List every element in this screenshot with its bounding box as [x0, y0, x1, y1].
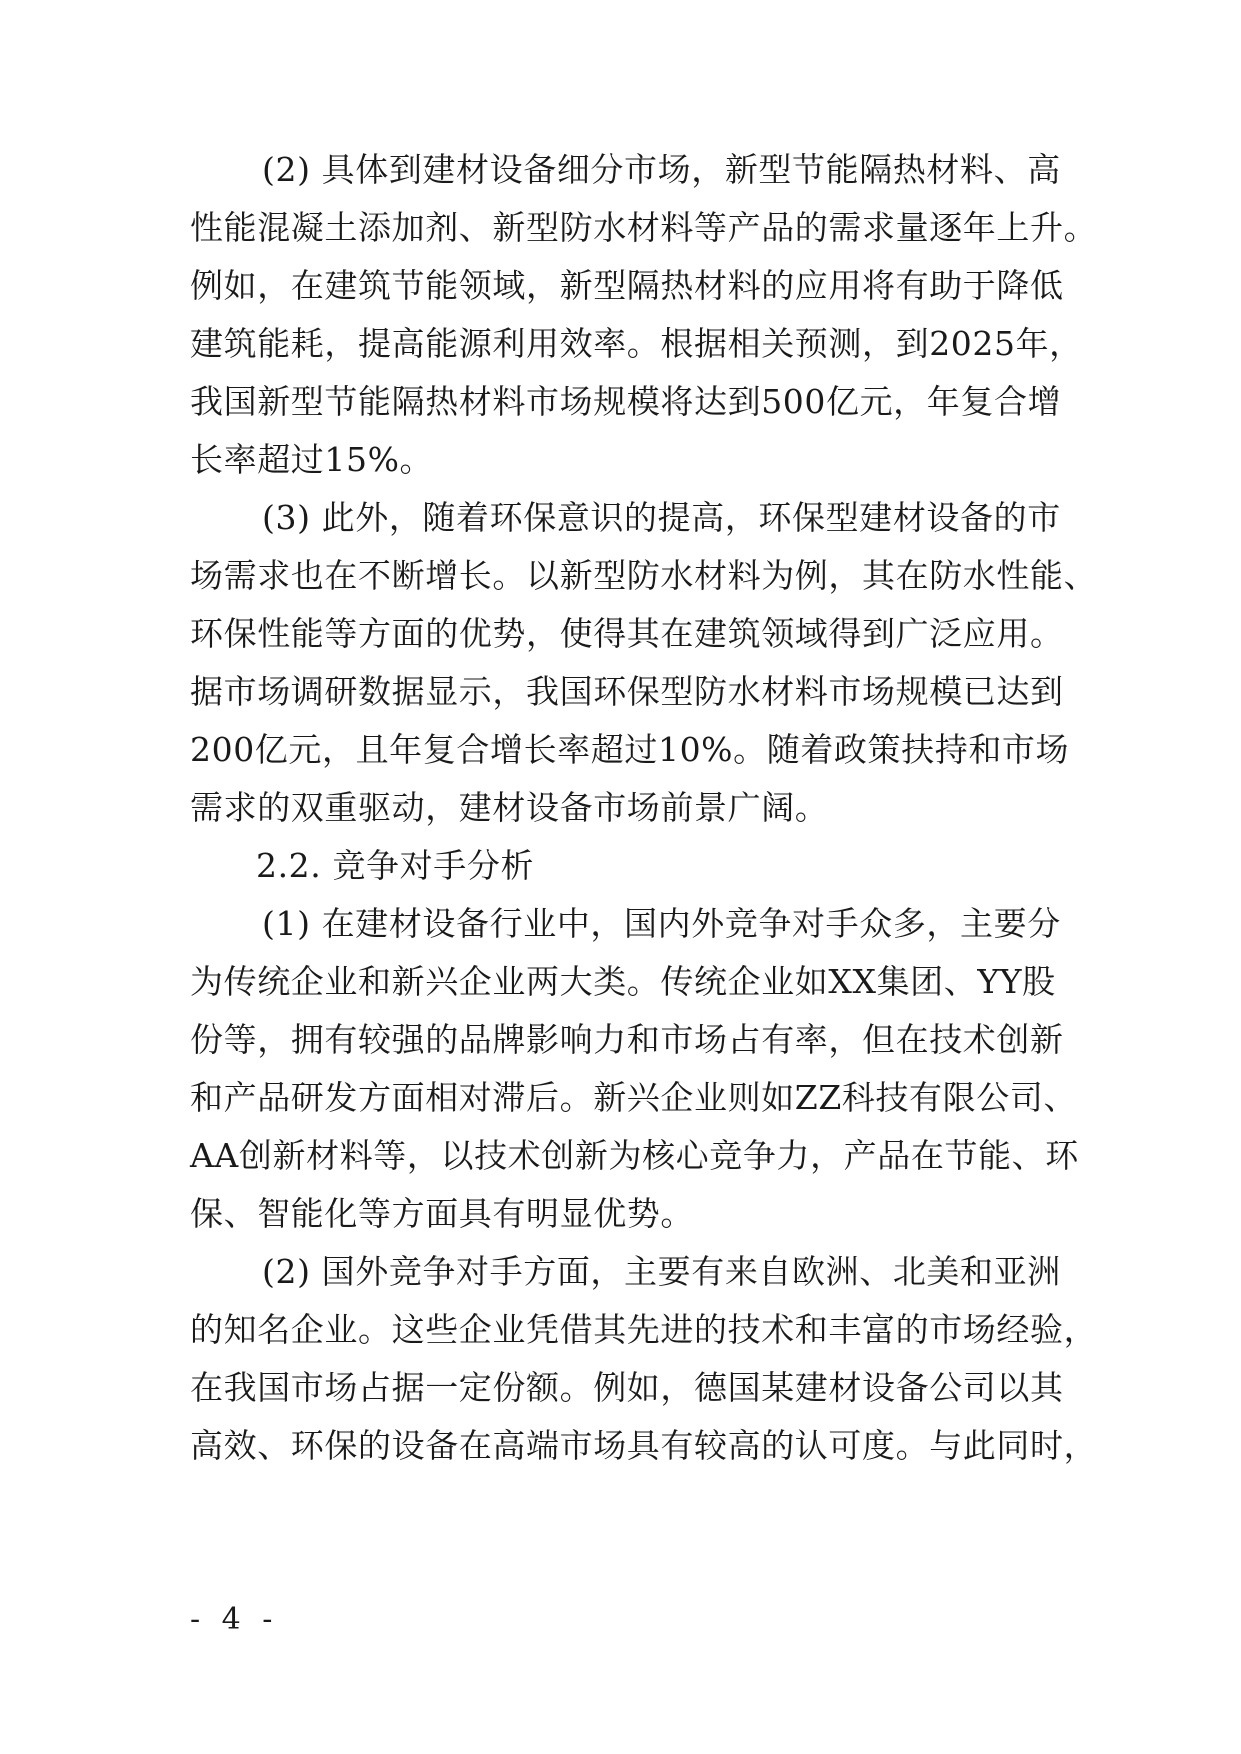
competitor-paragraph-2-line-1: (2) 国外竞争对手方面，主要有来自欧洲、北美和亚洲 [262, 1252, 1061, 1291]
paragraph-2-line-5: 我国新型节能隔热材料市场规模将达到500亿元，年复合增 [190, 382, 1062, 421]
competitor-paragraph-1-line-1: (1) 在建材设备行业中，国内外竞争对手众多，主要分 [262, 904, 1061, 943]
competitor-paragraph-1-line-4: 和产品研发方面相对滞后。新兴企业则如ZZ科技有限公司、 [190, 1078, 1078, 1117]
paragraph-2-line-3: 例如，在建筑节能领域，新型隔热材料的应用将有助于降低 [190, 266, 1064, 305]
competitor-paragraph-2-line-4: 高效、环保的设备在高端市场具有较高的认可度。与此同时， [190, 1426, 1098, 1465]
section-heading: 2.2. 竞争对手分析 [256, 846, 535, 885]
paragraph-2-line-2: 性能混凝土添加剂、新型防水材料等产品的需求量逐年上升。 [190, 208, 1098, 247]
competitor-paragraph-1-line-3: 份等，拥有较强的品牌影响力和市场占有率，但在技术创新 [190, 1020, 1064, 1059]
paragraph-2-line-4: 建筑能耗，提高能源利用效率。根据相关预测，到2025年， [190, 324, 1083, 363]
paragraph-3-line-2: 场需求也在不断增长。以新型防水材料为例，其在防水性能、 [190, 556, 1098, 595]
competitor-paragraph-2-line-2: 的知名企业。这些企业凭借其先进的技术和丰富的市场经验， [190, 1310, 1098, 1349]
paragraph-2-line-1: (2) 具体到建材设备细分市场，新型节能隔热材料、高 [262, 150, 1061, 189]
paragraph-3-line-1: (3) 此外，随着环保意识的提高，环保型建材设备的市 [262, 498, 1061, 537]
paragraph-3-line-3: 环保性能等方面的优势，使得其在建筑领域得到广泛应用。 [190, 614, 1064, 653]
competitor-paragraph-1-line-2: 为传统企业和新兴企业两大类。传统企业如XX集团、YY股 [190, 962, 1056, 1001]
competitor-paragraph-2-line-3: 在我国市场占据一定份额。例如，德国某建材设备公司以其 [190, 1368, 1064, 1407]
competitor-paragraph-1-line-6: 保、智能化等方面具有明显优势。 [190, 1194, 694, 1233]
competitor-paragraph-1-line-5: AA创新材料等，以技术创新为核心竞争力，产品在节能、环 [190, 1136, 1079, 1175]
paragraph-3-line-4: 据市场调研数据显示，我国环保型防水材料市场规模已达到 [190, 672, 1064, 711]
page-number: - 4 - [190, 1602, 279, 1637]
paragraph-3-line-6: 需求的双重驱动，建材设备市场前景广阔。 [190, 788, 829, 827]
paragraph-3-line-5: 200亿元，且年复合增长率超过10%。随着政策扶持和市场 [190, 730, 1070, 769]
paragraph-2-line-6: 长率超过15%。 [190, 440, 434, 479]
